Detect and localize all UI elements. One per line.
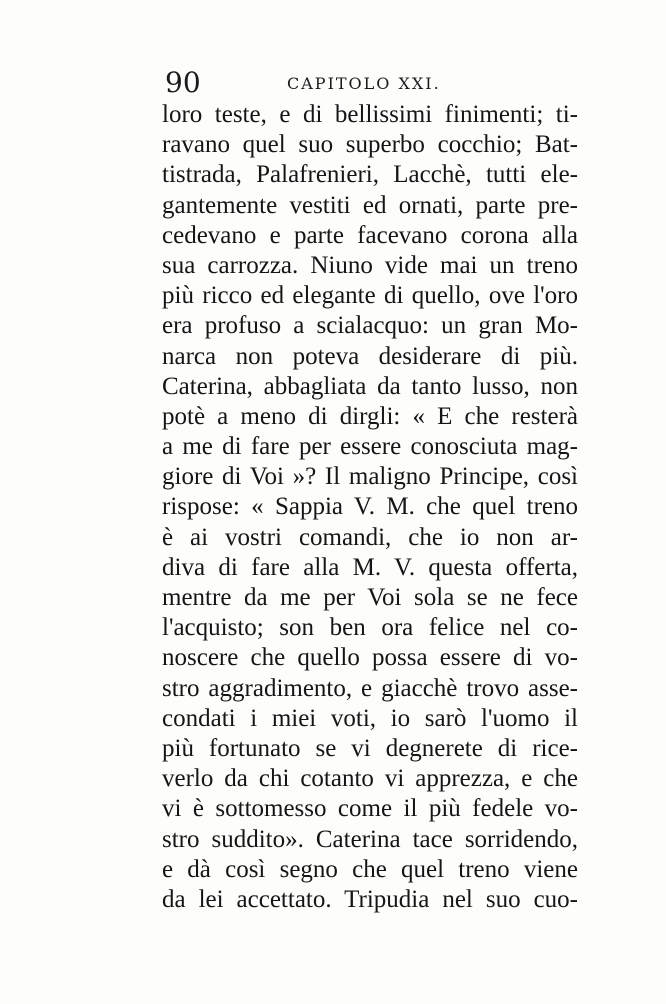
text-line: a me di fare per essere conosciuta mag- xyxy=(162,433,578,461)
text-line: da lei accettato. Tripudia nel suo cuo- xyxy=(162,885,578,913)
text-line: diva di fare alla M. V. questa offerta, xyxy=(162,553,578,581)
text-line: tistrada, Palafrenieri, Lacchè, tutti ele- xyxy=(162,161,578,189)
text-line: l'acquisto; son ben ora felice nel co- xyxy=(162,614,578,642)
text-line: era profuso a scialacquo: un gran Mo- xyxy=(162,312,578,340)
text-line: stro suddito». Caterina tace sorridendo, xyxy=(162,825,578,853)
text-line: rispose: « Sappia V. M. che quel treno xyxy=(162,493,578,521)
text-line: più ricco ed elegante di quello, ove l'oro xyxy=(162,282,578,310)
text-line: più fortunato se vi degnerete di rice- xyxy=(162,734,578,762)
text-line: cedevano e parte facevano corona alla xyxy=(162,221,578,249)
text-line: potè a meno di dirgli: « E che resterà xyxy=(162,402,578,430)
page-header xyxy=(165,66,585,100)
text-line: verlo da chi cotanto vi apprezza, e che xyxy=(162,765,578,793)
text-line: vi è sottomesso come il più fedele vo- xyxy=(162,795,578,823)
text-line: loro teste, e di bellissimi finimenti; ti- xyxy=(162,101,578,128)
text-line: è ai vostri comandi, che io non ar- xyxy=(162,523,578,551)
text-line: Caterina, abbagliata da tanto lusso, non xyxy=(162,372,578,400)
text-line: noscere che quello possa essere di vo- xyxy=(162,644,578,672)
text-line: ravano quel suo superbo cocchio; Bat- xyxy=(162,131,578,159)
body-text xyxy=(162,100,578,915)
text-line: giore di Voi »? Il maligno Principe, così xyxy=(162,463,578,491)
text-line: sua carrozza. Niuno vide mai un treno xyxy=(162,251,578,279)
running-head: CAPITOLO XXI. xyxy=(287,74,441,93)
text-line: condati i miei voti, io sarò l'uomo il xyxy=(162,704,578,732)
text-line: e dà così segno che quel treno viene xyxy=(162,855,578,883)
text-line: narca non poteva desiderare di più. xyxy=(162,342,578,370)
text-line: stro aggradimento, e giacchè trovo asse- xyxy=(162,674,578,702)
text-line: gantemente vestiti ed ornati, parte pre- xyxy=(162,191,578,219)
page-number: 90 xyxy=(165,66,201,99)
text-line: mentre da me per Voi sola se ne fece xyxy=(162,584,578,611)
